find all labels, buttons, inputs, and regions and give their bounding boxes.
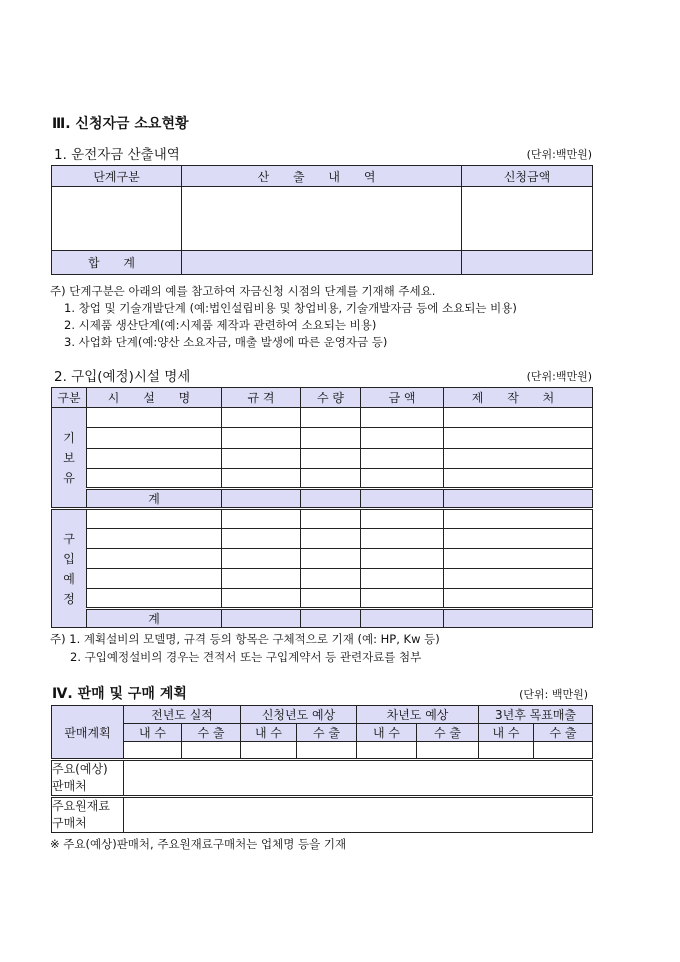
footnote: ※ 주요(예상)판매처, 주요원재료구매처는 업체명 등을 기재 <box>50 837 347 851</box>
header-amount: 신청금액 <box>462 166 593 187</box>
note-line: 1. 창업 및 기술개발단계 (예:법인설립비용 및 창업비용, 기술개발자금 등에 소요되는 비용) <box>64 301 517 315</box>
sub1-title: 1. 운전자금 산출내역 <box>54 147 180 163</box>
header-amount: 금 액 <box>361 388 444 408</box>
period-header: 신청년도 예상 <box>241 706 357 724</box>
note-line: 2. 구입예정설비의 경우는 견적서 또는 구입계약서 등 관련자료를 첨부 <box>70 650 422 664</box>
group-owned-label: 기 보 유 <box>52 408 87 509</box>
header-facility-name: 시 설 명 <box>87 388 222 408</box>
header-detail: 산 출 내 역 <box>182 166 462 187</box>
export-header: 수 출 <box>182 724 241 742</box>
buyers-label: 주요(예상) 판매처 <box>52 760 124 797</box>
sales-plan-label: 판매계획 <box>52 706 124 760</box>
planned-subtotal-label: 계 <box>87 609 222 628</box>
domestic-header: 내 수 <box>124 724 182 742</box>
note-line: 3. 사업화 단계(예:양산 소요자금, 매출 발생에 따른 운영자금 등) <box>64 335 388 349</box>
total-detail-cell[interactable] <box>182 251 462 275</box>
sub1-unit: (단위:백만원) <box>526 148 592 161</box>
note-line: 주) 1. 계획설비의 모델명, 규격 등의 항목은 구체적으로 기재 (예: HP, Kw 등) <box>50 632 440 646</box>
export-header: 수 출 <box>534 724 593 742</box>
section4-unit: (단위: 백만원) <box>519 688 588 701</box>
section3-title: Ⅲ. 신청자금 소요현황 <box>52 116 189 132</box>
export-header: 수 출 <box>417 724 479 742</box>
amount-cell[interactable] <box>462 187 593 251</box>
group-planned-label: 구 입 예 정 <box>52 509 87 628</box>
total-label: 합 계 <box>52 251 182 275</box>
domestic-header: 내 수 <box>241 724 297 742</box>
owned-subtotal-label: 계 <box>87 489 222 509</box>
period-header: 3년후 목표매출 <box>479 706 593 724</box>
header-stage: 단계구분 <box>52 166 182 187</box>
section4-title: Ⅳ. 판매 및 구매 계획 <box>52 686 187 702</box>
total-amount-cell[interactable] <box>462 251 593 275</box>
export-header: 수 출 <box>297 724 357 742</box>
domestic-header: 내 수 <box>357 724 417 742</box>
suppliers-cell[interactable] <box>124 797 593 833</box>
period-header: 차년도 예상 <box>357 706 479 724</box>
header-quantity: 수 량 <box>301 388 361 408</box>
suppliers-label: 주요원재료 구매처 <box>52 797 124 833</box>
sub2-unit: (단위:백만원) <box>526 370 592 383</box>
facility-table <box>51 387 593 628</box>
note-line: 2. 시제품 생산단계(예:시제품 제작과 관련하여 소요되는 비용) <box>64 318 377 332</box>
header-manufacturer: 제 작 처 <box>444 388 593 408</box>
sub2-title: 2. 구입(예정)시설 명세 <box>54 369 191 385</box>
stage-cell[interactable] <box>52 187 182 251</box>
buyers-cell[interactable] <box>124 760 593 797</box>
domestic-header: 내 수 <box>479 724 534 742</box>
header-category: 구분 <box>52 388 87 408</box>
period-header: 전년도 실적 <box>124 706 241 724</box>
sales-plan-table <box>51 705 593 833</box>
header-spec: 규 격 <box>222 388 301 408</box>
working-capital-table <box>51 165 593 275</box>
note-line: 주) 단계구분은 아래의 예를 참고하여 자금신청 시점의 단계를 기재해 주세요. <box>50 284 436 298</box>
detail-cell[interactable] <box>182 187 462 251</box>
